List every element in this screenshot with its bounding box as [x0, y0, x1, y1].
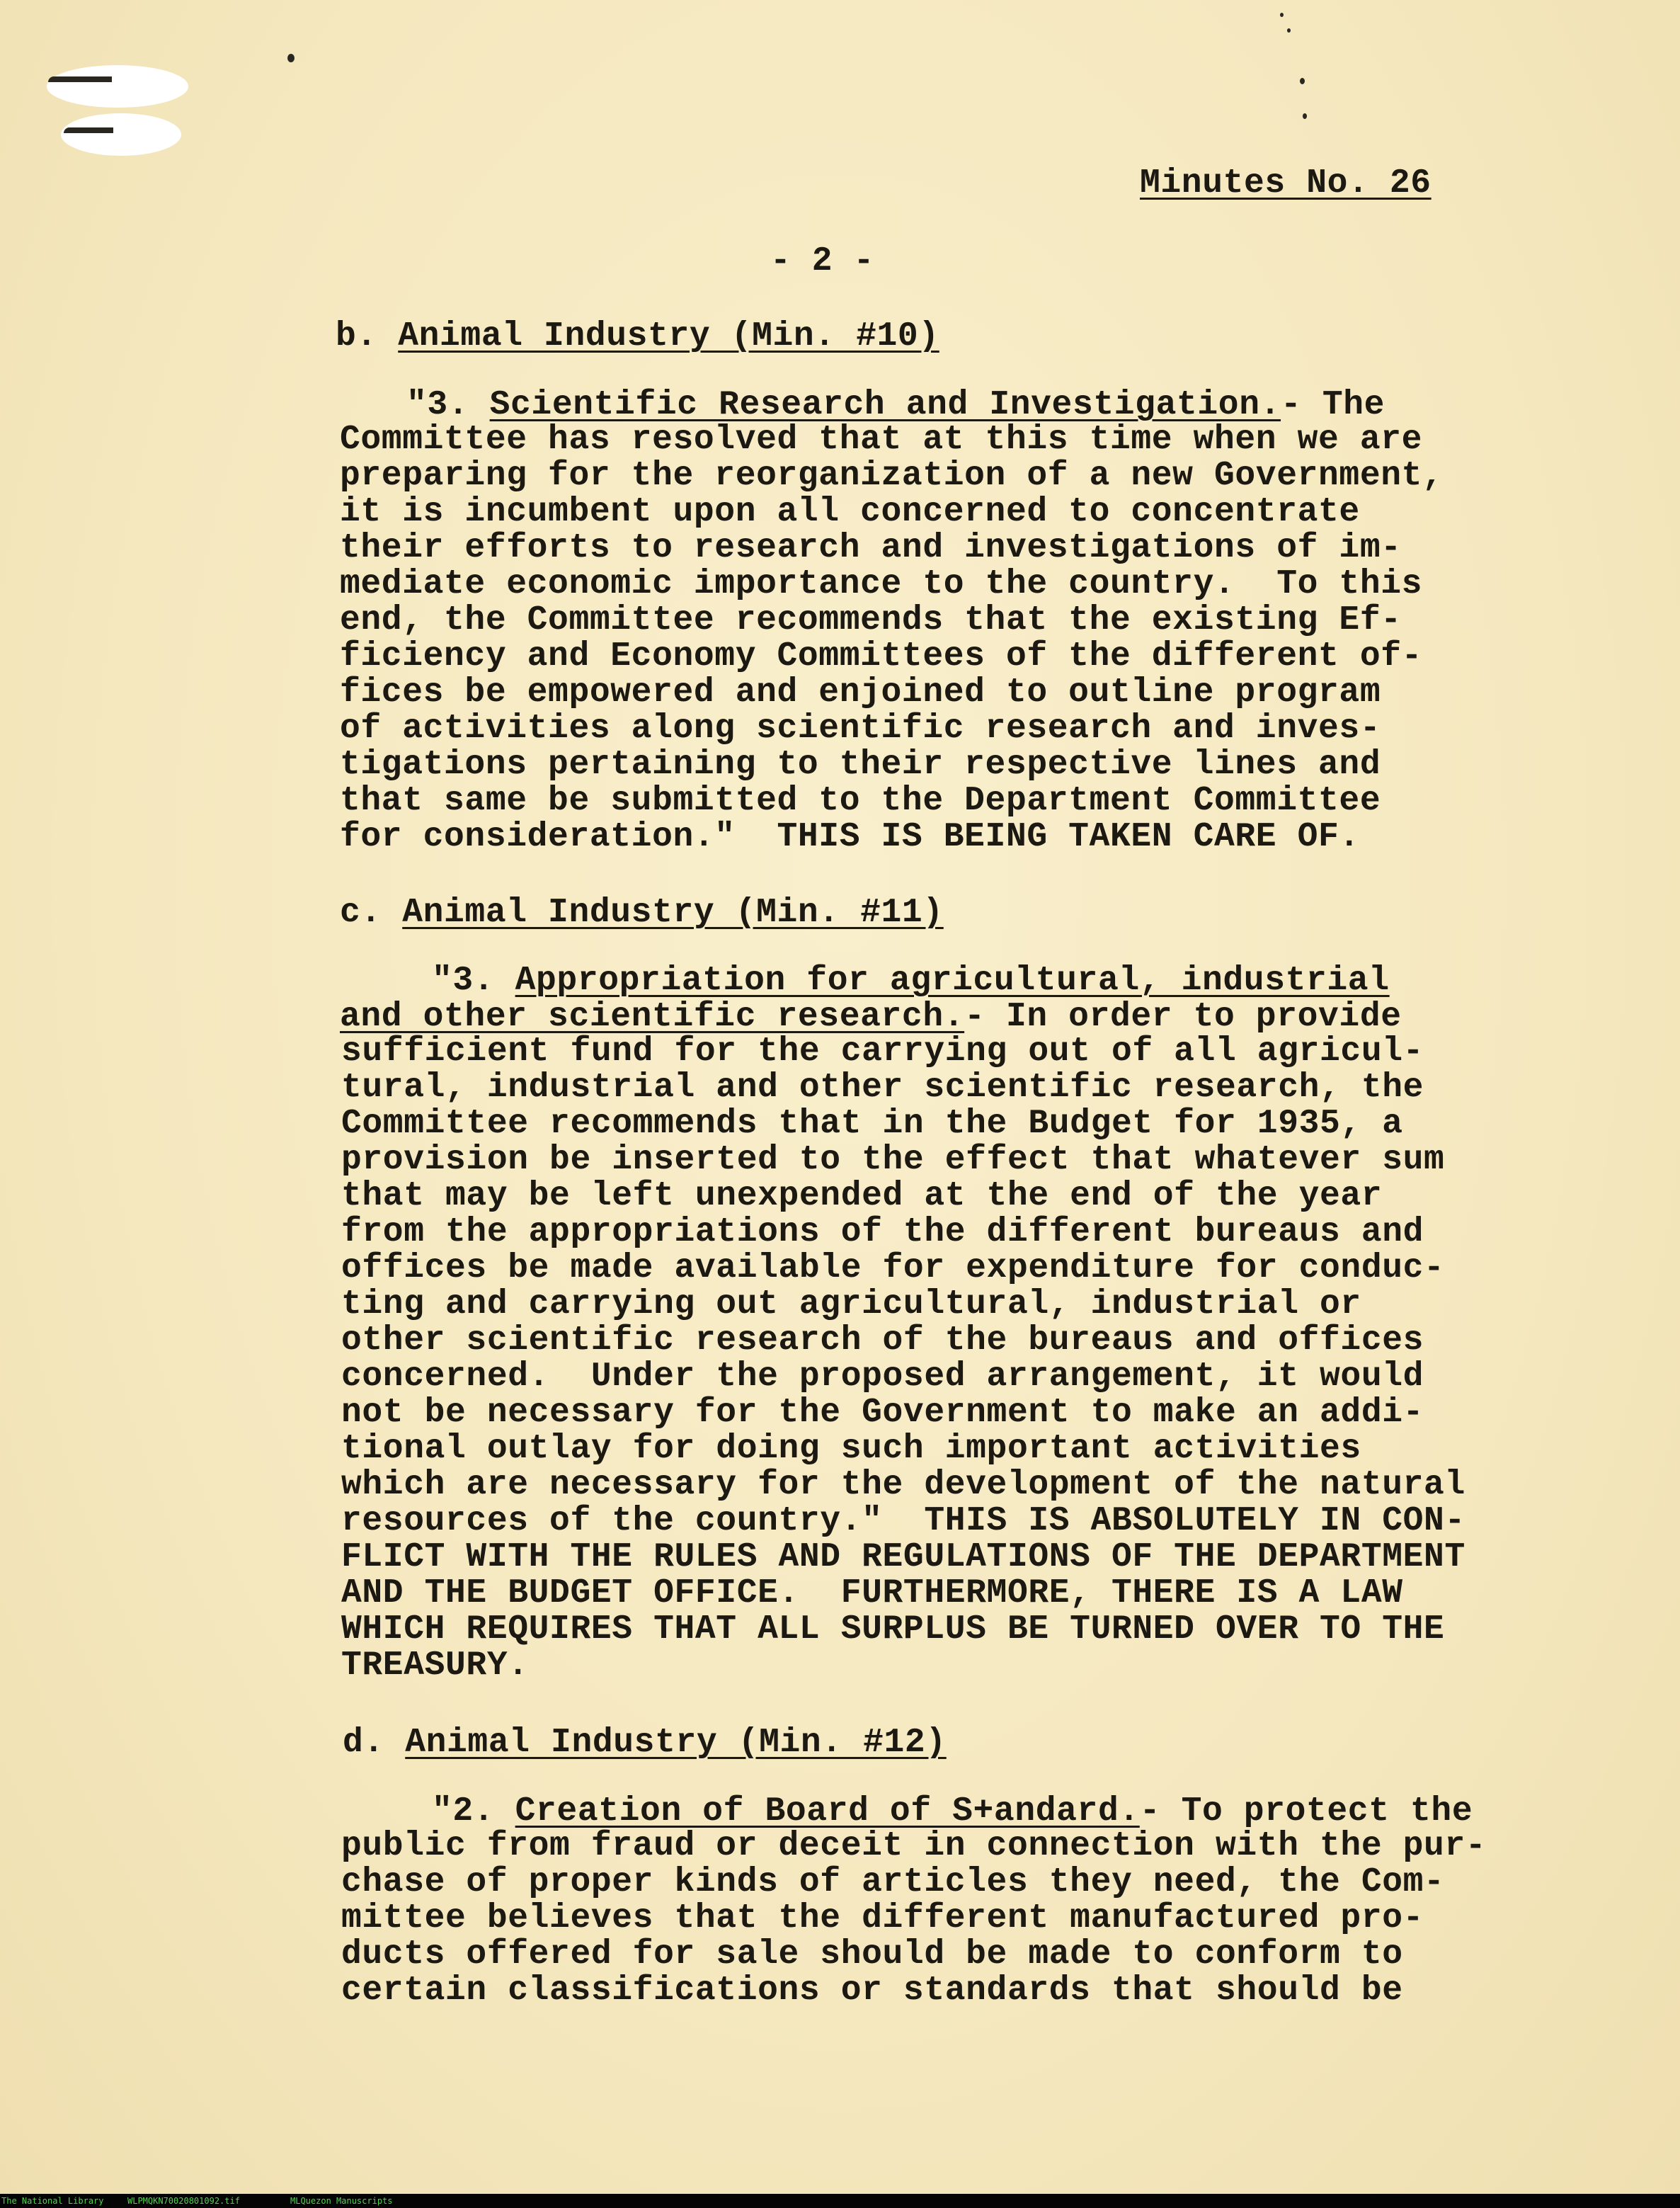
section-b-heading	[336, 317, 939, 355]
minutes-label: Minutes No. 26	[1140, 164, 1432, 203]
section-d-after-title: - To protect the	[1139, 1792, 1473, 1831]
section-d-item-title: Creation of Board of S+andard.	[515, 1792, 1140, 1831]
footer-library: The National Library	[1, 2196, 104, 2206]
section-c-lead: "3.	[432, 962, 495, 1000]
section-b-after-title: - The	[1281, 386, 1385, 424]
footer-file: WLPMQKN70020801092.tif	[127, 2196, 240, 2206]
staple-mark-bottom	[64, 127, 113, 139]
section-c-body: sufficient fund for the carrying out of all agricul- tural, industrial and other scientific research, the Committee recommends that in the Budget for 1935, a provision be inserted to the effect that whatever sum that may be left unexpended at the end of the year from the appropriations of the different bureaus and offices be made available for expenditure for conduc- ting and carrying out agricultural, industrial or other scientific research of the bureaus and offices concerned. Under the proposed arrangement, it would not be necessary for the Government to make an addi- tional outlay for doing such important activities which are necessary for the development of the natural resources of the country." THIS IS ABSOLUTELY IN CON- FLICT WITH THE RULES AND REGULATIONS OF THE DEPARTMENT AND THE BUDGET OFFICE. FURTHERMORE, THERE IS A LAW WHICH REQUIRES THAT ALL SURPLUS BE TURNED OVER TO THE TREASURY.	[341, 1032, 1465, 1685]
section-c-item-title-line1	[432, 962, 1390, 1000]
section-c-heading	[340, 894, 944, 932]
page-number: - 2 -	[770, 242, 875, 280]
section-b-title: Animal Industry (Min. #10)	[398, 317, 939, 355]
section-c-item-title-2: and other scientific research.	[340, 998, 965, 1036]
scan-footer	[0, 2194, 1680, 2208]
section-b-item-title: Scientific Research and Investigation.	[489, 386, 1281, 424]
section-b-body: Committee has resolved that at this time when we are preparing for the reorganization of a new Government, it is incumbent upon all concerned to concentrate their efforts to research and investigations of im- mediate economic importance to the country. To this end, the Committee recommends that the existing Ef- ficiency and Economy Committees of the different of- fices be empowered and enjoined to outline program of activities along scientific research and inves- tigations pertaining to their respective lines and that same be submitted to the Department Committee for consideration." THIS IS BEING TAKEN CARE OF.	[340, 421, 1444, 856]
ink-speck	[1280, 13, 1284, 17]
staple-mark-top	[48, 76, 112, 88]
section-d-lead: "2.	[432, 1792, 495, 1831]
ink-speck	[1300, 78, 1305, 84]
ink-speck	[1303, 113, 1307, 119]
footer-collection: MLQuezon Manuscripts	[290, 2196, 393, 2206]
section-c-item-title-line2	[340, 998, 1402, 1036]
section-c-item-title-1: Appropriation for agricultural, industrial	[515, 962, 1390, 1000]
section-b-item-title-line	[406, 386, 1385, 424]
section-b-lead: "3.	[406, 386, 469, 424]
section-d-heading	[343, 1724, 947, 1762]
section-c-prefix: c.	[340, 894, 382, 932]
section-d-item-title-line	[432, 1792, 1473, 1831]
section-d-prefix: d.	[343, 1724, 384, 1762]
section-b-prefix: b.	[336, 317, 377, 355]
ink-speck	[1287, 28, 1291, 33]
section-c-after-title: - In order to provide	[964, 998, 1402, 1036]
ink-speck	[287, 54, 295, 62]
section-d-title: Animal Industry (Min. #12)	[405, 1724, 947, 1762]
section-d-body: public from fraud or deceit in connection with the pur- chase of proper kinds of articles they need, the Com- mittee believes that the different manufactured pro- ducts offered for sale should be made to conform to certain classifications or standards that should be	[341, 1827, 1487, 2010]
section-c-title: Animal Industry (Min. #11)	[402, 894, 944, 932]
